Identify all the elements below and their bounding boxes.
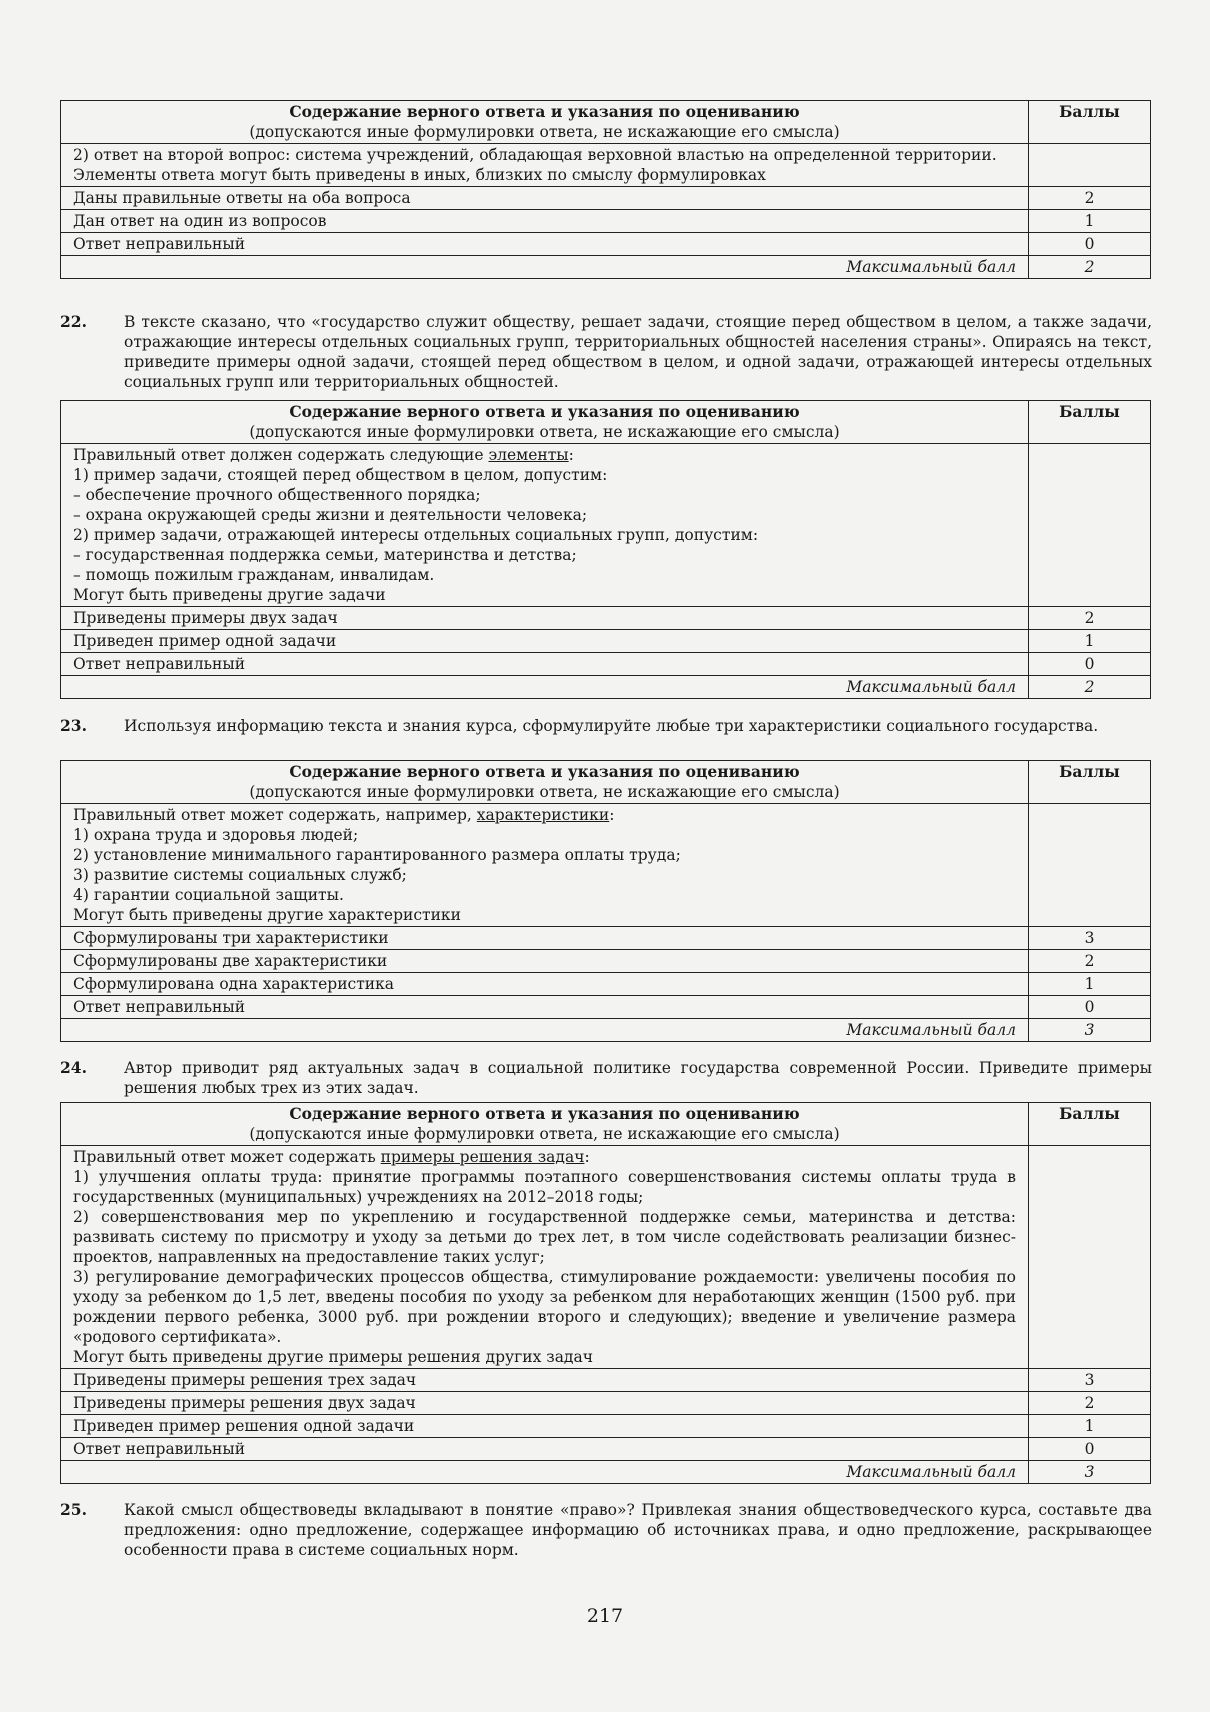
max-row [61, 256, 1151, 279]
table-row [61, 607, 1151, 630]
max-label: Максимальный балл [61, 1461, 1029, 1484]
max-points: 2 [1029, 676, 1151, 699]
points-header: Баллы [1029, 1103, 1151, 1146]
empty-cell [1029, 144, 1151, 187]
max-row [61, 1461, 1151, 1484]
answer-line: Могут быть приведены другие характеристики [73, 906, 461, 924]
answer-line: – охрана окружающей среды жизни и деятельности человека; [73, 506, 588, 524]
intro-keyword: элементы [488, 446, 569, 464]
table-row [61, 1392, 1151, 1415]
intro-suffix: : [568, 446, 574, 464]
points: 1 [1029, 210, 1151, 233]
answer-line: 1) охрана труда и здоровья людей; [73, 826, 359, 844]
table-header [61, 401, 1029, 444]
table-row [61, 187, 1151, 210]
answer-intro [73, 445, 1016, 465]
table-row [61, 1369, 1151, 1392]
criterion: Сформулированы две характеристики [61, 950, 1029, 973]
points: 0 [1029, 1438, 1151, 1461]
max-label: Максимальный балл [61, 256, 1029, 279]
answer-content [61, 804, 1029, 927]
answer-content [61, 1146, 1029, 1369]
table-header [61, 101, 1029, 144]
criterion: Ответ неправильный [61, 996, 1029, 1019]
question-number: 22. [60, 312, 87, 331]
question-text: В тексте сказано, что «государство служит обществу, решает задачи, стоящие перед обществом в целом, а также задачи, отражающие интересы отдельных социальных групп, территориальных общностей населения страны». Опираясь на текст, приведите примеры одной задачи, стоящей перед обществом в целом, и одной задачи, отражающей интересы отдельных социальных групп или территориальных общностей. [124, 313, 1152, 391]
answer-line: 2) ответ на второй вопрос: система учреждений, обладающая верховной властью на определенной территории. [73, 146, 997, 164]
answer-line: Могут быть приведены другие задачи [73, 586, 386, 604]
points: 0 [1029, 233, 1151, 256]
answer-intro [73, 1147, 1016, 1167]
page-number: 217 [586, 1605, 624, 1627]
points: 2 [1029, 187, 1151, 210]
question-text: Используя информацию текста и знания курса, сформулируйте любые три характеристики социального государства. [124, 717, 1099, 735]
points: 2 [1029, 1392, 1151, 1415]
table-row [61, 210, 1151, 233]
points: 3 [1029, 927, 1151, 950]
header-title: Содержание верного ответа и указания по оцениванию [289, 762, 800, 781]
max-label: Максимальный балл [61, 1019, 1029, 1042]
answer-line: Могут быть приведены другие примеры решения других задач [73, 1348, 593, 1366]
question-number: 24. [60, 1058, 87, 1077]
intro-suffix: : [584, 1148, 590, 1166]
criterion: Приведен пример одной задачи [61, 630, 1029, 653]
rubric-table-21 [60, 100, 1150, 279]
points: 1 [1029, 973, 1151, 996]
max-points: 3 [1029, 1019, 1151, 1042]
intro-text: Правильный ответ может содержать [73, 1148, 381, 1166]
points: 2 [1029, 950, 1151, 973]
header-subtitle: (допускаются иные формулировки ответа, не искажающие его смысла) [249, 123, 840, 141]
table-row [61, 1415, 1151, 1438]
table-row [61, 927, 1151, 950]
question-text: Какой смысл обществоведы вкладывают в понятие «право»? Привлекая знания обществоведческого курса, составьте два предложения: одно предложение, содержащее информацию об источниках права, и одно предложение, раскрывающее особенности права в системе социальных норм. [124, 1501, 1152, 1559]
header-subtitle: (допускаются иные формулировки ответа, не искажающие его смысла) [249, 783, 840, 801]
table-row [61, 630, 1151, 653]
table-row [61, 653, 1151, 676]
header-subtitle: (допускаются иные формулировки ответа, не искажающие его смысла) [249, 423, 840, 441]
criterion: Даны правильные ответы на оба вопроса [61, 187, 1029, 210]
answer-line: 4) гарантии социальной защиты. [73, 886, 344, 904]
points-header: Баллы [1029, 401, 1151, 444]
answer-content [61, 144, 1029, 187]
answer-line: 1) улучшения оплаты труда: принятие программы поэтапного совершенствования системы оплаты труда в государственных (муниципальных) учреждениях на 2012–2018 годы; [73, 1168, 1016, 1206]
points: 1 [1029, 630, 1151, 653]
points-header: Баллы [1029, 761, 1151, 804]
question-23 [60, 716, 1152, 736]
question-22 [60, 312, 1152, 392]
answer-line: 2) совершенствования мер по укреплению и государственной поддержке семьи, материнства и детства: развивать систему по присмотру и уходу за детьми до трех лет, в том числе содействовать реализации бизнес-проектов, направленных на предоставление таких услуг; [73, 1208, 1016, 1266]
criterion: Приведены примеры двух задач [61, 607, 1029, 630]
points: 1 [1029, 1415, 1151, 1438]
criterion: Ответ неправильный [61, 233, 1029, 256]
criterion: Ответ неправильный [61, 1438, 1029, 1461]
table-header [61, 1103, 1029, 1146]
empty-cell [1029, 1146, 1151, 1369]
header-title: Содержание верного ответа и указания по оцениванию [289, 102, 800, 121]
answer-line: 2) установление минимального гарантированного размера оплаты труда; [73, 846, 681, 864]
intro-text: Правильный ответ должен содержать следующие [73, 446, 489, 464]
criterion: Приведены примеры решения трех задач [61, 1369, 1029, 1392]
max-points: 3 [1029, 1461, 1151, 1484]
points: 0 [1029, 996, 1151, 1019]
answer-line: – государственная поддержка семьи, материнства и детства; [73, 546, 577, 564]
rubric-table-24 [60, 1102, 1150, 1484]
max-row [61, 676, 1151, 699]
table-row [61, 233, 1151, 256]
answer-line: 3) развитие системы социальных служб; [73, 866, 407, 884]
empty-cell [1029, 804, 1151, 927]
intro-text: Правильный ответ может содержать, например, [73, 806, 477, 824]
question-number: 25. [60, 1500, 87, 1519]
table-row [61, 996, 1151, 1019]
answer-line: 3) регулирование демографических процессов общества, стимулирование рождаемости: увеличены пособия по уходу за ребенком до 1,5 лет, введены пособия по уходу за ребенком для неработающих женщин (1500 руб. при рождении первого ребенка, 3000 руб. при рождении второго и следующих); введение и увеличение размера «родового сертификата». [73, 1268, 1016, 1346]
intro-suffix: : [609, 806, 615, 824]
answer-line: – помощь пожилым гражданам, инвалидам. [73, 566, 435, 584]
answer-intro [73, 805, 1016, 825]
criterion: Приведен пример решения одной задачи [61, 1415, 1029, 1438]
header-subtitle: (допускаются иные формулировки ответа, не искажающие его смысла) [249, 1125, 840, 1143]
header-title: Содержание верного ответа и указания по оцениванию [289, 402, 800, 421]
table-row [61, 1438, 1151, 1461]
table-row [61, 973, 1151, 996]
criterion: Дан ответ на один из вопросов [61, 210, 1029, 233]
max-points: 2 [1029, 256, 1151, 279]
question-25 [60, 1500, 1152, 1560]
question-text: Автор приводит ряд актуальных задач в социальной политике государства современной России. Приведите примеры решения любых трех из этих задач. [124, 1059, 1152, 1097]
max-label: Максимальный балл [61, 676, 1029, 699]
table-row [61, 950, 1151, 973]
intro-keyword: примеры решения задач [380, 1148, 585, 1166]
answer-line: 2) пример задачи, отражающей интересы отдельных социальных групп, допустим: [73, 526, 759, 544]
answer-line: 1) пример задачи, стоящей перед обществом в целом, допустим: [73, 466, 608, 484]
max-row [61, 1019, 1151, 1042]
answer-line: Элементы ответа могут быть приведены в иных, близких по смыслу формулировках [73, 166, 766, 184]
answer-content [61, 444, 1029, 607]
question-24 [60, 1058, 1152, 1098]
empty-cell [1029, 444, 1151, 607]
table-header [61, 761, 1029, 804]
intro-keyword: характеристики [476, 806, 610, 824]
answer-line: – обеспечение прочного общественного порядка; [73, 486, 481, 504]
points-header: Баллы [1029, 101, 1151, 144]
header-title: Содержание верного ответа и указания по оцениванию [289, 1104, 800, 1123]
points: 2 [1029, 607, 1151, 630]
points: 3 [1029, 1369, 1151, 1392]
criterion: Сформулирована одна характеристика [61, 973, 1029, 996]
criterion: Приведены примеры решения двух задач [61, 1392, 1029, 1415]
criterion: Ответ неправильный [61, 653, 1029, 676]
rubric-table-22 [60, 400, 1150, 699]
question-number: 23. [60, 716, 87, 735]
points: 0 [1029, 653, 1151, 676]
rubric-table-23 [60, 760, 1150, 1042]
criterion: Сформулированы три характеристики [61, 927, 1029, 950]
